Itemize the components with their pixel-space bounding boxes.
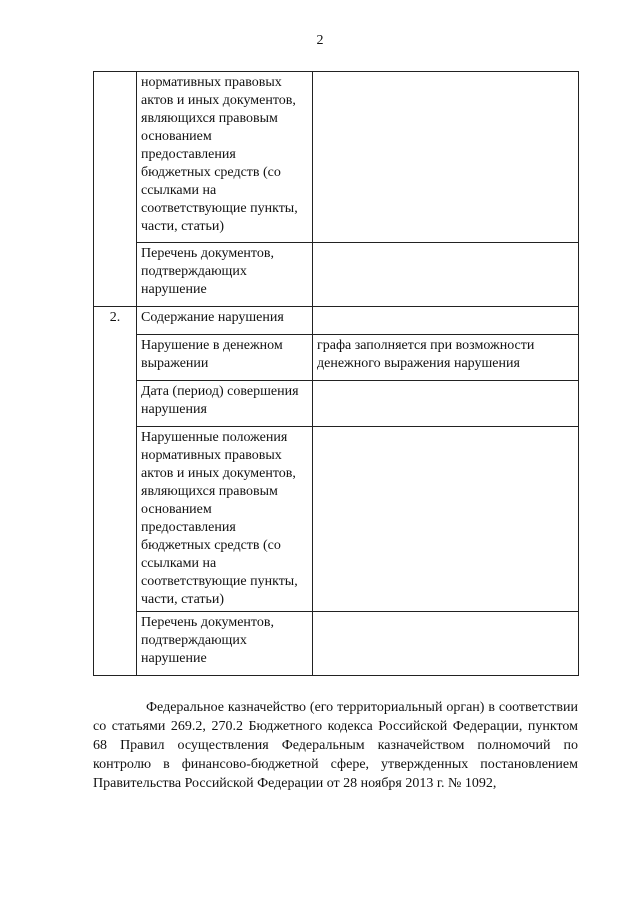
page-number: 2 [316, 33, 324, 48]
row-label-cell: Перечень документов, подтверждающих нарушение [137, 243, 313, 307]
row-value-cell [313, 427, 579, 612]
row-label-cell: Содержание нарушения [137, 307, 313, 335]
row-label-cell: нормативных правовых актов и иных документов, являющихся правовым основанием предоставления бюджетных средств (со ссылками на соответствующие пункты, части, статьи) [137, 72, 313, 243]
row-value-cell [313, 243, 579, 307]
body-paragraph [93, 698, 578, 793]
row-value-cell [313, 307, 579, 335]
row-label-cell: Дата (период) совершения нарушения [137, 381, 313, 427]
paragraph-text: Федеральное казначейство (его территориальный орган) в соответствии со статьями 269.2, 270.2 Бюджетного кодекса Российской Федерации, пунктом 68 Правил осуществления Федеральным казначейством полномочий по контролю в финансово-бюджетной сфере, утвержденных постановлением Правительства Российской Федерации от 28 ноября 2013 г. № 1092, [93, 700, 578, 791]
table-row [94, 307, 579, 335]
row-label-cell: Нарушение в денежном выражении [137, 335, 313, 381]
violation-table [93, 71, 579, 676]
table-row [94, 243, 579, 307]
row-number-cell [94, 72, 137, 307]
row-value-cell [313, 381, 579, 427]
row-value-cell: графа заполняется при возможности денежного выражения нарушения [313, 335, 579, 381]
row-label-cell: Перечень документов, подтверждающих нарушение [137, 612, 313, 676]
table-row [94, 612, 579, 676]
row-value-cell [313, 72, 579, 243]
row-number-cell: 2. [94, 307, 137, 676]
row-value-cell [313, 612, 579, 676]
table-row [94, 381, 579, 427]
row-label-cell: Нарушенные положения нормативных правовых актов и иных документов, являющихся правовым основанием предоставления бюджетных средств (со ссылками на соответствующие пункты, части, статьи) [137, 427, 313, 612]
table-row [94, 335, 579, 381]
table-row [94, 427, 579, 612]
table-row [94, 72, 579, 243]
